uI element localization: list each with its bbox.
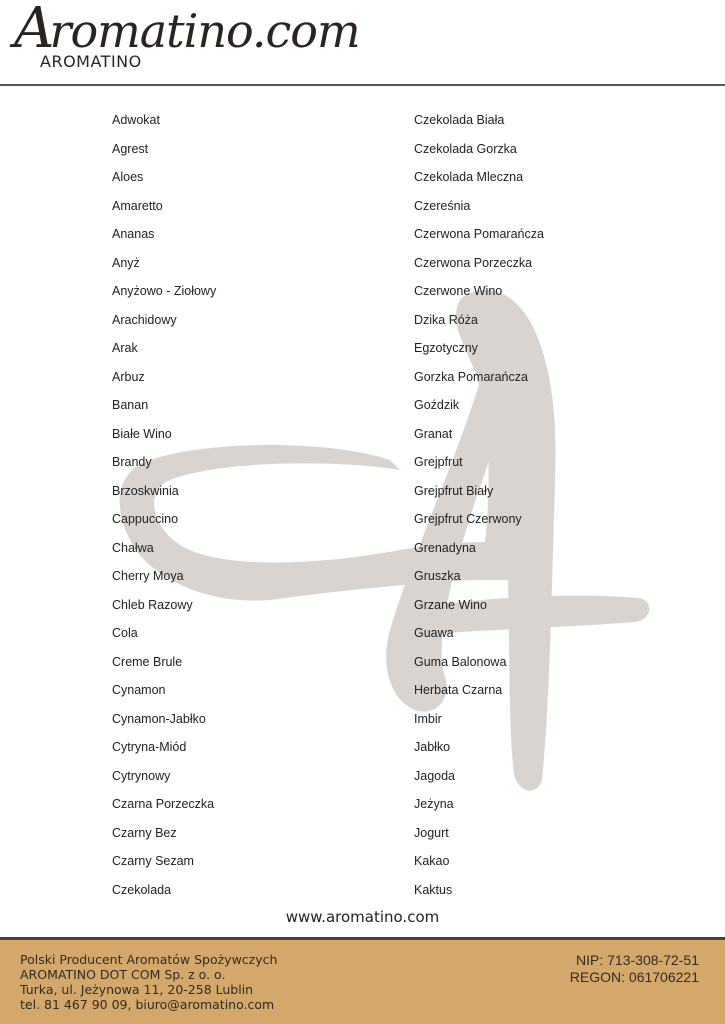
flavor-item: Czekolada Gorzka: [414, 141, 517, 156]
flavor-item: Jagoda: [414, 768, 456, 783]
flavor-item: Białe Wino: [112, 426, 172, 441]
flavor-item: Creme Brule: [112, 654, 183, 669]
logo-script-text: romatino.com: [49, 4, 360, 58]
flavor-item: Cytrynowy: [112, 768, 171, 783]
flavor-item: Jogurt: [414, 825, 449, 840]
flavor-item: Chleb Razowy: [112, 597, 193, 612]
flavor-item: Granat: [414, 426, 453, 441]
flavor-item: Cherry Moya: [112, 569, 184, 583]
company-contact: tel. 81 467 90 09, biuro@aromatino.com: [20, 997, 275, 1012]
page-header: [0, 0, 725, 86]
flavor-item: Imbir: [414, 711, 442, 726]
flavor-item: Czarny Bez: [112, 825, 177, 840]
nip-number: NIP: 713-308-72-51: [576, 952, 699, 968]
flavor-item: Grzane Wino: [414, 597, 487, 612]
flavor-item: Banan: [112, 398, 149, 412]
flavor-item: Czerwona Porzeczka: [414, 255, 533, 270]
flavor-item: Brandy: [112, 455, 152, 469]
flavor-item: Czerwona Pomarańcza: [414, 227, 544, 241]
company-name: AROMATINO DOT COM Sp. z o. o.: [20, 967, 226, 982]
flavor-item: Guma Balonowa: [414, 654, 507, 669]
flavor-item: Jeżyna: [414, 797, 454, 811]
flavor-item: Grejpfrut Czerwony: [414, 512, 522, 526]
flavor-item: Anyż: [112, 255, 140, 270]
logo-subtitle: AROMATINO: [40, 52, 142, 71]
flavor-item: Agrest: [112, 141, 149, 156]
flavor-item: Anyżowo - Ziołowy: [112, 284, 217, 298]
website-url: www.aromatino.com: [285, 908, 440, 926]
flavor-item: Arbuz: [112, 369, 145, 384]
flavor-item: Czarna Porzeczka: [112, 797, 215, 811]
flavor-item: Egzotyczny: [414, 341, 478, 355]
flavor-list-left: [112, 106, 372, 904]
flavor-item: Ananas: [112, 227, 155, 241]
flavor-item: Adwokat: [112, 113, 160, 127]
company-tagline: Polski Producent Aromatów Spożywczych: [20, 952, 278, 967]
page-footer: [0, 937, 725, 1024]
flavor-item: Herbata Czarna: [414, 683, 503, 697]
company-address: Turka, ul. Jeżynowa 11, 20-258 Lublin: [20, 982, 254, 997]
flavor-item: Cynamon-Jabłko: [112, 711, 206, 726]
flavor-item: Dzika Róża: [414, 312, 478, 327]
flavor-item: Amaretto: [112, 198, 163, 213]
flavor-item: Kakao: [414, 854, 450, 868]
flavor-item: Gruszka: [414, 569, 461, 583]
company-info: [20, 952, 277, 1012]
flavor-list-right: [414, 106, 674, 904]
flavor-item: Aloes: [112, 170, 144, 184]
flavor-item: Cynamon: [112, 683, 166, 697]
flavor-item: Czekolada Mleczna: [414, 170, 524, 184]
flavor-item: Arachidowy: [112, 312, 177, 327]
flavor-item: Guawa: [414, 626, 454, 640]
logo-initial: A: [14, 0, 54, 61]
flavor-item: Czereśnia: [414, 198, 471, 213]
flavor-item: Czarny Sezam: [112, 854, 194, 868]
flavor-item: Czerwone Wino: [414, 284, 503, 298]
flavor-item: Cola: [112, 626, 138, 640]
flavor-item: Grenadyna: [414, 540, 476, 555]
company-registration: [570, 952, 699, 986]
flavor-item: Goździk: [414, 398, 460, 412]
flavor-item: Arak: [112, 341, 138, 355]
flavor-item: Grejpfrut: [414, 455, 463, 469]
flavor-item: Cytryna-Miód: [112, 740, 187, 754]
flavor-item: Grejpfrut Biały: [414, 483, 494, 498]
flavor-item: Czekolada Biała: [414, 113, 505, 127]
flavor-item: Jabłko: [414, 740, 451, 754]
flavor-item: Czekolada: [112, 882, 172, 897]
flavor-item: Kaktus: [414, 882, 453, 897]
flavor-item: Gorzka Pomarańcza: [414, 369, 528, 384]
regon-number: REGON: 061706221: [569, 969, 699, 985]
flavor-item: Chałwa: [112, 540, 154, 555]
flavor-item: Cappuccino: [112, 512, 179, 526]
header-divider: [0, 84, 725, 86]
flavor-item: Brzoskwinia: [112, 483, 179, 498]
